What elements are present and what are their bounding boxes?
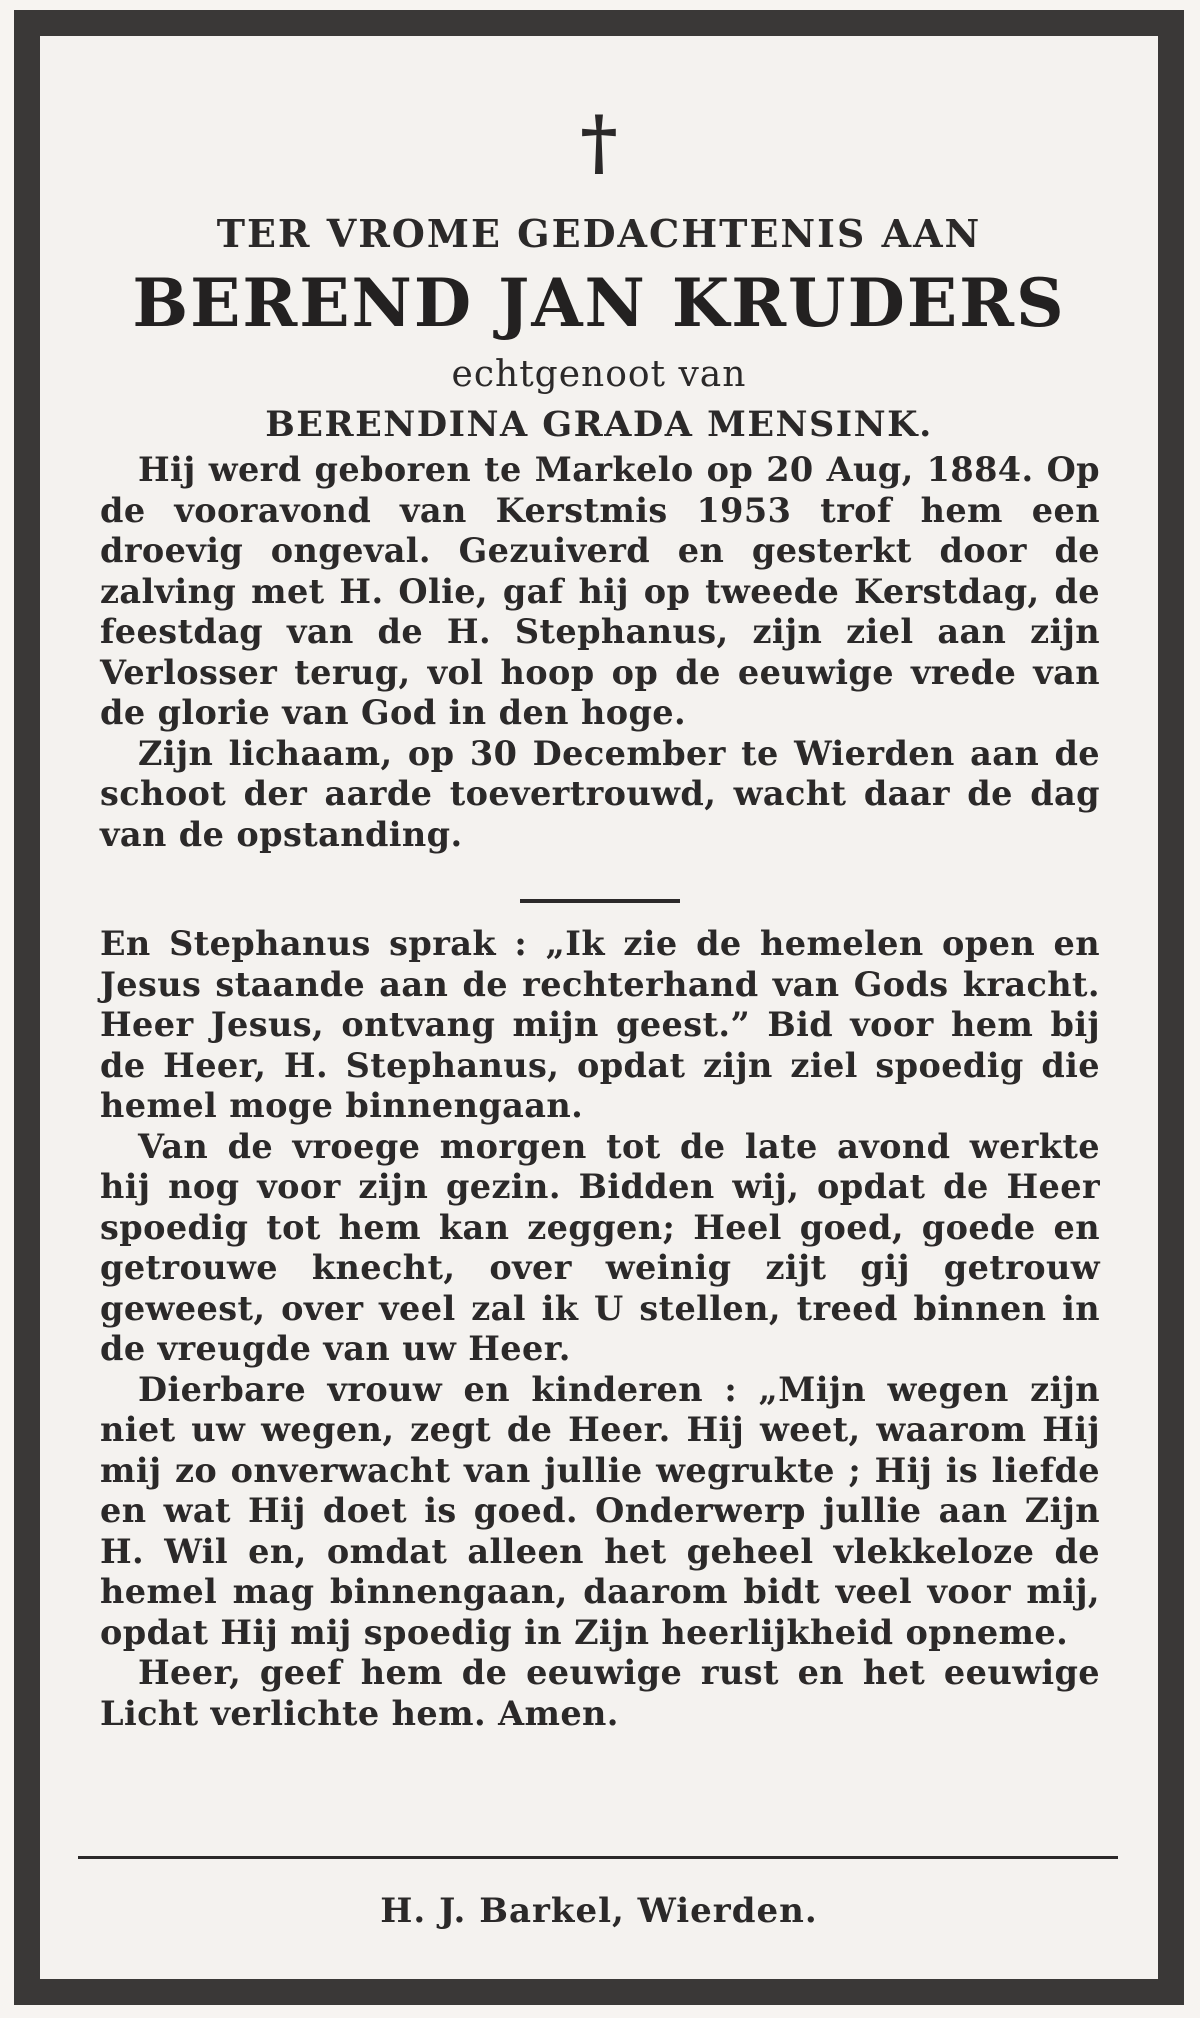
closing-prayer: Heer, geef hem de eeuwige rust en het eeuwige Licht verlichte hem. Amen. xyxy=(100,1653,1100,1733)
spouse-name: BERENDINA GRADA MENSINK. xyxy=(265,404,933,445)
stephanus-paragraph: En Stephanus sprak : „Ik zie de hemelen open en Jesus staande aan de rechterhand van Gods kracht. Heer Jesus, ontvang mijn geest.” Bid voor hem bij de Heer, H. Stephanus, opdat zijn ziel spoedig die hemel moge binnengaan. xyxy=(100,924,1100,1125)
memorial-card xyxy=(40,36,1158,1979)
family-paragraph: Dierbare vrouw en kinderen : „Mijn wegen zijn niet uw wegen, zegt de Heer. Hij weet, waarom Hij mij zo onverwacht van jullie wegrukte ; Hij is liefde en wat Hij doet is goed. Onderwerp jullie aan Zijn H. Wil en, omdat alleen het geheel vlekkeloze de hemel mag binnengaan, daarom bidt veel voor mij, opdat Hij mij spoedig in Zijn heerlijkheid opneme. xyxy=(100,1369,1100,1652)
footer-divider xyxy=(78,1856,1118,1859)
cross-icon: † xyxy=(580,99,618,184)
biography-text xyxy=(100,450,1100,855)
spouse-relation: echtgenoot van xyxy=(451,354,747,395)
printer-credit: H. J. Barkel, Wierden. xyxy=(380,1891,818,1931)
biography-paragraph: Hij werd geboren te Markelo op 20 Aug, 1884. Op de vooravond van Kerstmis 1953 trof hem een droevig ongeval. Gezuiverd en gesterkt door de zalving met H. Olie, gaf hij op tweede Kerstdag, de feestdag van de H. Stephanus, zijn ziel aan zijn Verlosser terug, vol hoop op de eeuwige vrede van de glorie van God in den hoge. xyxy=(100,450,1100,732)
burial-paragraph: Zijn lichaam, op 30 December te Wierden aan de schoot der aarde toevertrouwd, wacht daar de dag van de opstanding. xyxy=(100,733,1100,854)
prayer-text xyxy=(100,924,1100,1734)
section-divider xyxy=(520,899,680,903)
deceased-name: BEREND JAN KRUDERS xyxy=(132,264,1066,342)
memorial-heading: TER VROME GEDACHTENIS AAN xyxy=(216,211,982,256)
work-paragraph: Van de vroege morgen tot de late avond werkte hij nog voor zijn gezin. Bidden wij, opdat de Heer spoedig tot hem kan zeggen; Heel goed, goede en getrouwe knecht, over weinig zijt gij getrouw geweest, over veel zal ik U stellen, treed binnen in de vreugde van uw Heer. xyxy=(100,1126,1100,1368)
